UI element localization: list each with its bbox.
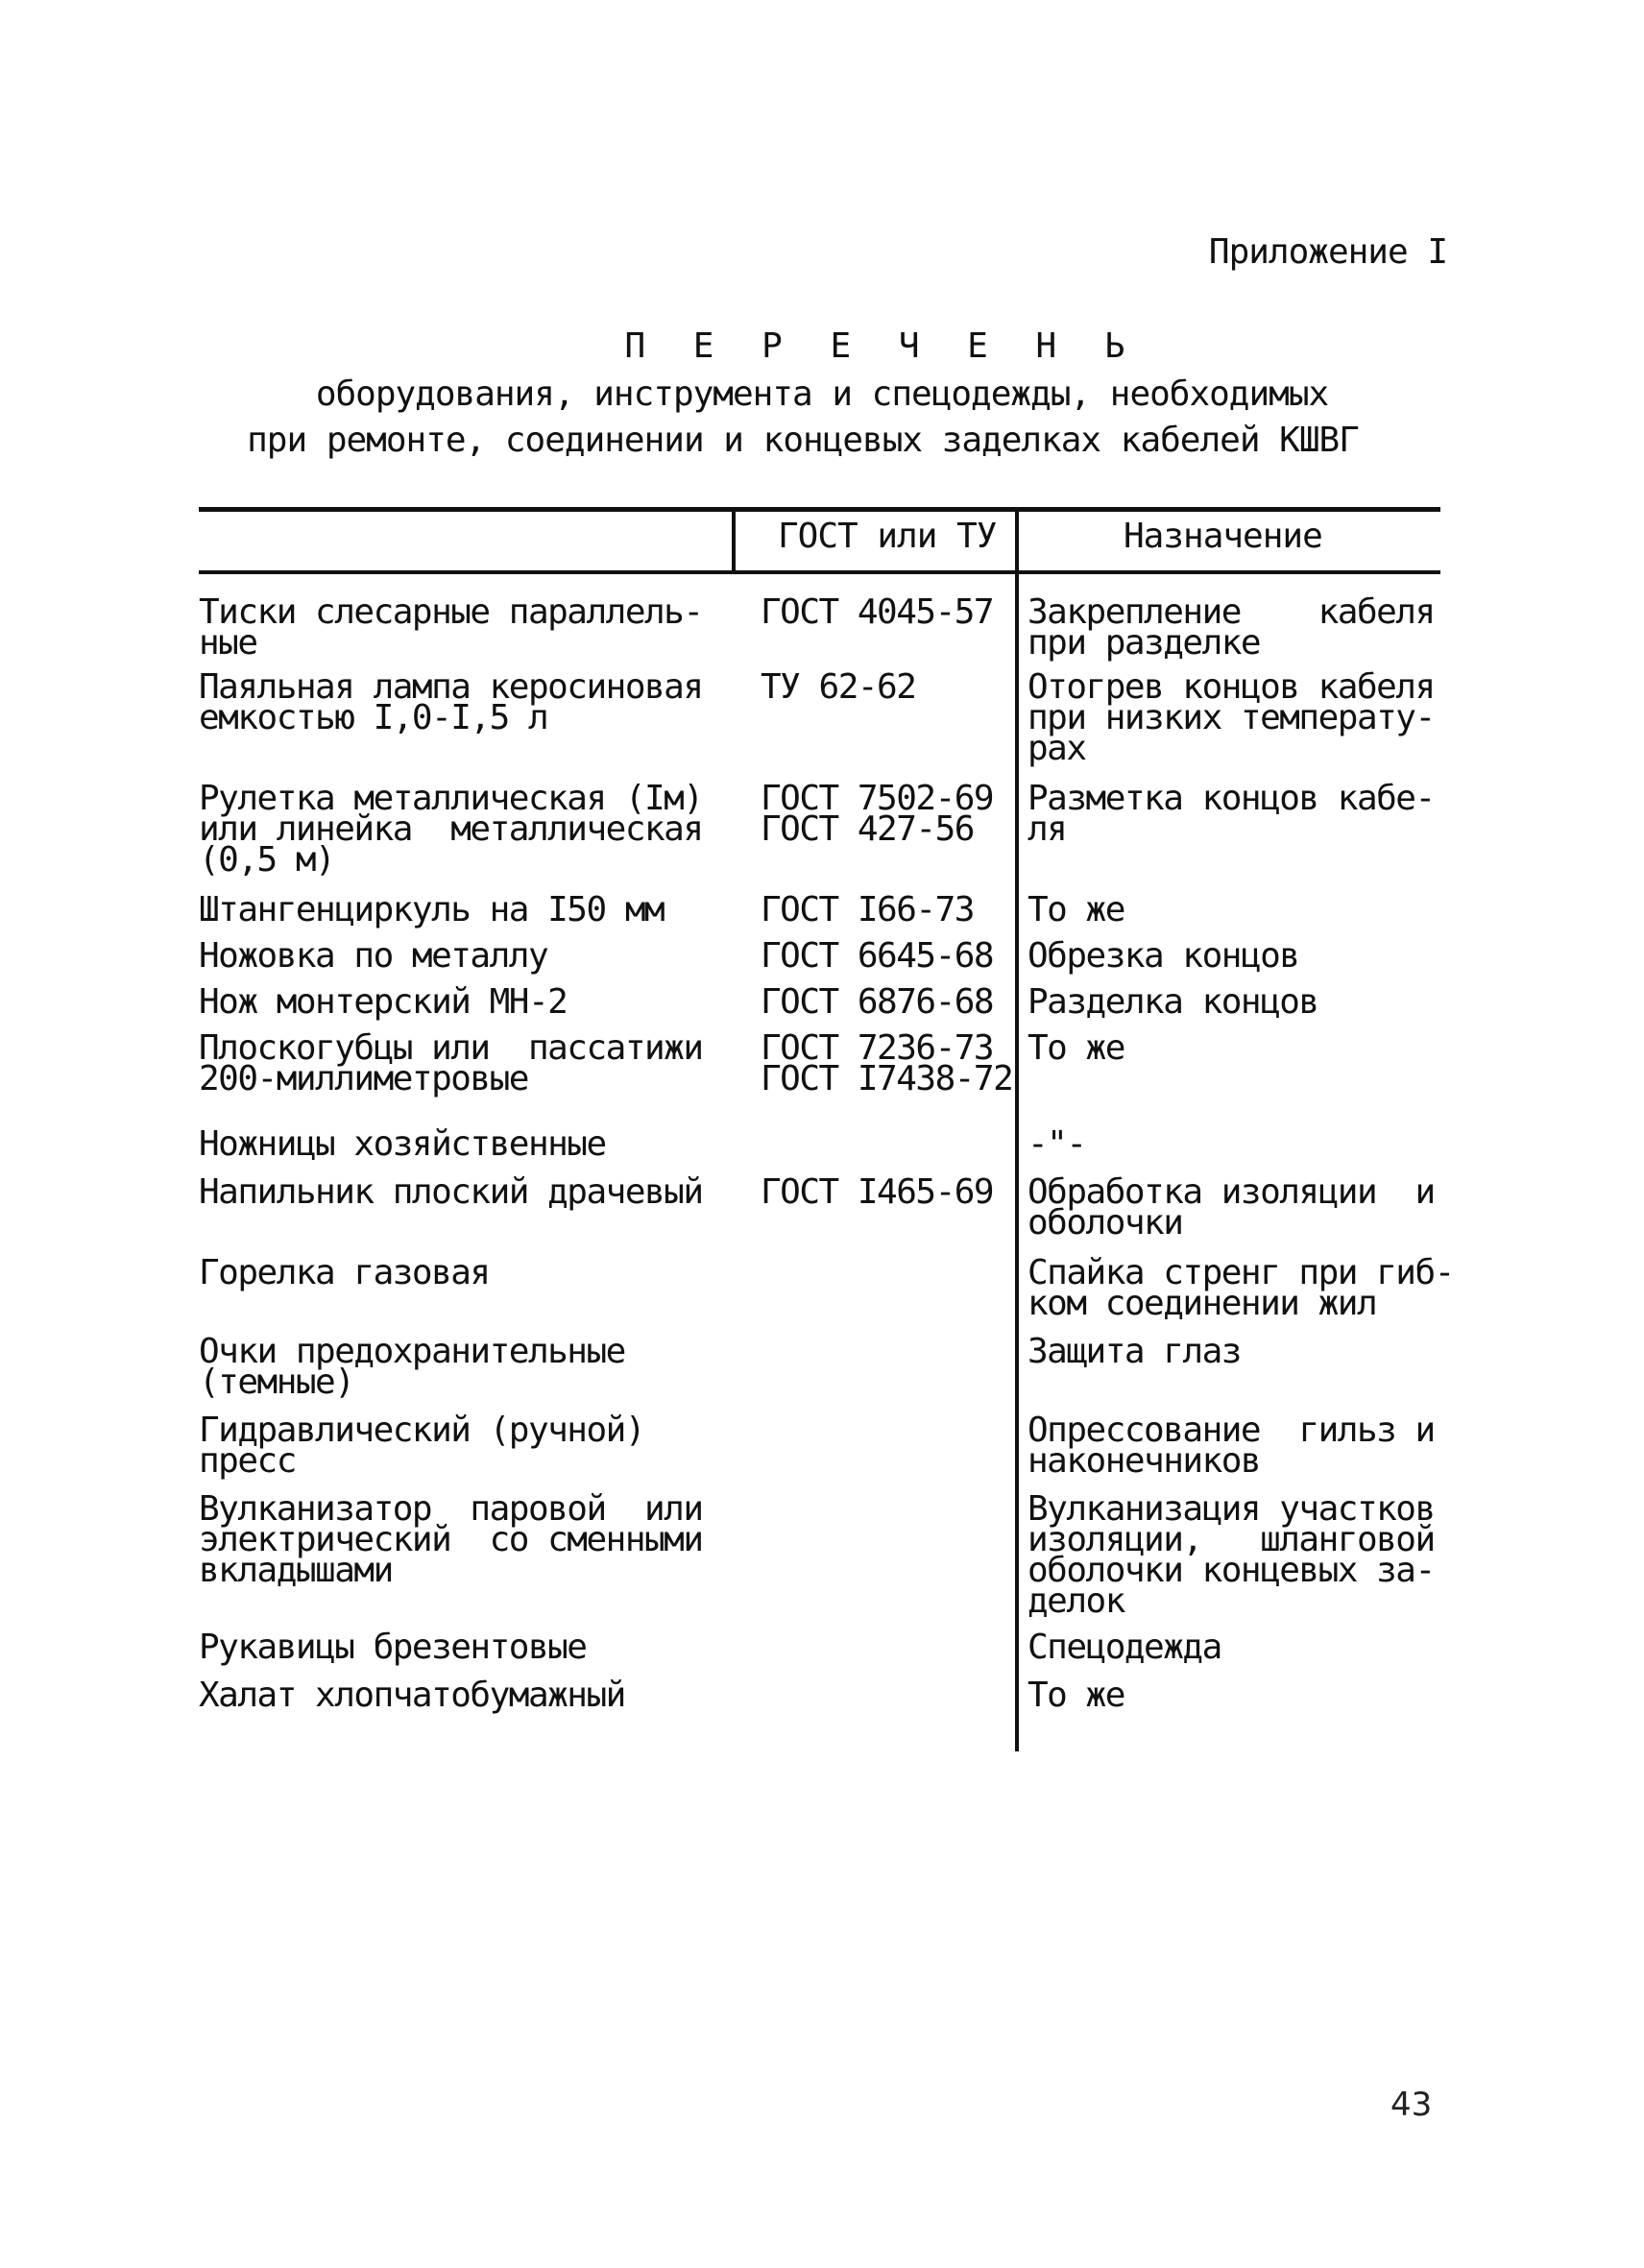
header-column-divider bbox=[732, 509, 736, 572]
item-name: Плоскогубцы или пассатижи 200-миллиметровые bbox=[199, 1028, 703, 1098]
item-name: Напильник плоский драчевый bbox=[199, 1172, 703, 1212]
item-gost: ТУ 62-62 bbox=[761, 667, 916, 707]
item-purpose: Отогрев концов кабеля при низких температу- рах bbox=[1028, 667, 1435, 768]
column-header-purpose: Назначение bbox=[1124, 517, 1322, 556]
item-purpose: Разделка концов bbox=[1028, 982, 1318, 1022]
item-purpose: Вулканизация участков изоляции, шланговой оболочки концевых за- делок bbox=[1028, 1489, 1435, 1621]
item-gost: ГОСТ 7502-69 ГОСТ 427-56 bbox=[761, 779, 994, 849]
table-header-rule bbox=[199, 570, 1440, 574]
item-name: Штангенциркуль на I50 мм bbox=[199, 890, 665, 929]
item-purpose: Опрессование гильз и наконечников bbox=[1028, 1411, 1435, 1481]
item-name: Рукавицы брезентовые bbox=[199, 1628, 587, 1667]
item-purpose: Обрезка концов bbox=[1028, 936, 1299, 976]
item-name: Нож монтерский МН-2 bbox=[199, 982, 568, 1022]
item-name: Очки предохранительные (темные) bbox=[199, 1332, 625, 1402]
table-top-rule bbox=[199, 507, 1440, 512]
item-purpose: То же bbox=[1028, 1676, 1124, 1715]
item-purpose: То же bbox=[1028, 890, 1124, 929]
item-name: Паяльная лампа керосиновая емкостью I,0-I,5 л bbox=[199, 667, 703, 737]
item-name: Гидравлический (ручной) пресс bbox=[199, 1411, 644, 1481]
item-purpose: Спецодежда bbox=[1028, 1628, 1221, 1667]
item-purpose: Защита глаз bbox=[1028, 1332, 1241, 1371]
page-number: 43 bbox=[1390, 2086, 1433, 2124]
item-gost: ГОСТ 4045-57 bbox=[761, 592, 994, 632]
item-purpose: Разметка концов кабе- ля bbox=[1028, 779, 1435, 849]
item-name: Халат хлопчатобумажный bbox=[199, 1676, 625, 1715]
item-gost: ГОСТ 7236-73 ГОСТ I7438-72 bbox=[761, 1028, 1013, 1098]
item-purpose: Закрепление кабеля при разделке bbox=[1028, 592, 1435, 663]
item-name: Ножовка по металлу bbox=[199, 936, 548, 976]
item-gost: ГОСТ I465-69 bbox=[761, 1172, 994, 1212]
appendix-label: Приложение I bbox=[1208, 232, 1447, 272]
item-name: Горелка газовая bbox=[199, 1253, 490, 1292]
item-purpose: То же bbox=[1028, 1028, 1124, 1068]
item-gost: ГОСТ I66-73 bbox=[761, 890, 974, 929]
item-gost: ГОСТ 6876-68 bbox=[761, 982, 994, 1022]
purpose-column-divider bbox=[1015, 509, 1019, 1751]
item-purpose: Обработка изоляции и оболочки bbox=[1028, 1172, 1435, 1243]
column-header-gost: ГОСТ или ТУ bbox=[778, 517, 997, 556]
document-subtitle-line-2: при ремонте, соединении и концевых заделках кабелей КШВГ bbox=[247, 421, 1359, 460]
item-gost: ГОСТ 6645-68 bbox=[761, 936, 994, 976]
item-purpose: Спайка стренг при гиб- ком соединении жил bbox=[1028, 1253, 1454, 1323]
item-name: Рулетка металлическая (Iм) или линейка металлическая (0,5 м) bbox=[199, 779, 703, 880]
document-title: П Е Р Е Ч Е Н Ь bbox=[624, 326, 1139, 366]
item-name: Тиски слесарные параллель- ные bbox=[199, 592, 703, 663]
document-subtitle-line-1: оборудования, инструмента и спецодежды, необходимых bbox=[315, 374, 1329, 414]
item-name: Ножницы хозяйственные bbox=[199, 1124, 606, 1164]
item-purpose: -"- bbox=[1028, 1124, 1086, 1164]
item-name: Вулканизатор паровой или электрический со сменными вкладышами bbox=[199, 1489, 703, 1590]
